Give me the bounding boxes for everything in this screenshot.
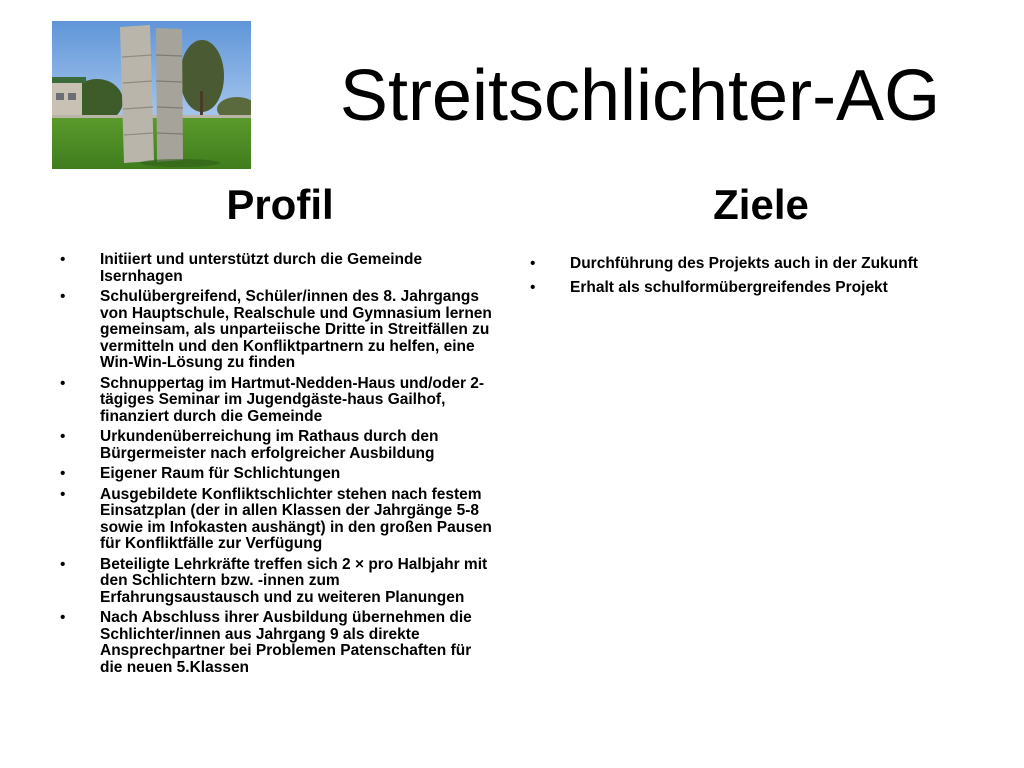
bullet-icon: •	[60, 465, 66, 482]
profil-item-text: Beteiligte Lehrkräfte treffen sich 2 × pro Halbjahr mit den Schlichtern bzw. -innen zum Erfahrungsaustausch und zu weiteren Planungen	[100, 555, 488, 606]
list-item	[60, 252, 492, 285]
list-item	[60, 487, 492, 553]
list-item	[60, 429, 492, 462]
profil-item-text: Ausgebildete Konfliktschlichter stehen nach festem Einsatzplan (der in allen Klassen der Jahrgänge 5-8 sowie im Infokasten aushängt) in den großen Pausen für Konfliktfälle zur Verfügung	[100, 485, 492, 552]
ziele-item-text: Durchführung des Projekts auch in der Zukunft	[570, 255, 918, 272]
bullet-icon: •	[60, 374, 66, 392]
bullet-icon: •	[530, 255, 536, 272]
profil-item-text: Schnuppertag im Hartmut-Nedden-Haus und/oder 2-tägiges Seminar im Jugendgäste-haus Gailhof, finanziert durch die Gemeinde	[100, 374, 485, 425]
profil-item-text: Nach Abschluss ihrer Ausbildung übernehmen die Schlichter/innen aus Jahrgang 9 als direkte Ansprechpartner bei Problemen Patenschaften für die neuen 5.Klassen	[100, 609, 472, 676]
ziele-heading: Ziele	[713, 181, 809, 228]
list-item	[60, 610, 492, 676]
profil-heading: Profil	[226, 181, 334, 228]
slide-title: Streitschlichter-AG	[339, 56, 941, 136]
profil-bullet-list	[60, 252, 492, 680]
ziele-item-text: Erhalt als schulformübergreifendes Projekt	[570, 278, 888, 296]
bullet-icon: •	[60, 555, 66, 573]
list-item	[60, 466, 492, 483]
bullet-icon: •	[60, 251, 66, 268]
profil-item-text: Eigener Raum für Schlichtungen	[100, 465, 341, 482]
ziele-bullet-list	[530, 256, 980, 303]
bullet-icon: •	[60, 609, 66, 626]
profil-item-text: Initiiert und unterstützt durch die Gemeinde Isernhagen	[100, 251, 423, 285]
list-item	[530, 280, 980, 297]
bullet-icon: •	[60, 288, 66, 305]
bullet-icon: •	[60, 428, 66, 445]
list-item	[60, 376, 492, 426]
bullet-icon: •	[60, 485, 66, 503]
list-item	[530, 256, 980, 273]
list-item	[60, 557, 492, 607]
profil-item-text: Schulübergreifend, Schüler/innen des 8. Jahrgangs von Hauptschule, Realschule und Gymnasium lernen gemeinsam, als unparteiische Dritte in Streitfällen zu vermitteln und den Konfliktpartnern zu helfen, eine Win-Win-Lösung zu finden	[100, 288, 492, 371]
stone-sculpture-photo	[52, 21, 251, 169]
bullet-icon: •	[530, 278, 536, 296]
profil-item-text: Urkundenüberreichung im Rathaus durch den Bürgermeister nach erfolgreicher Ausbildung	[100, 428, 439, 462]
list-item	[60, 289, 492, 372]
